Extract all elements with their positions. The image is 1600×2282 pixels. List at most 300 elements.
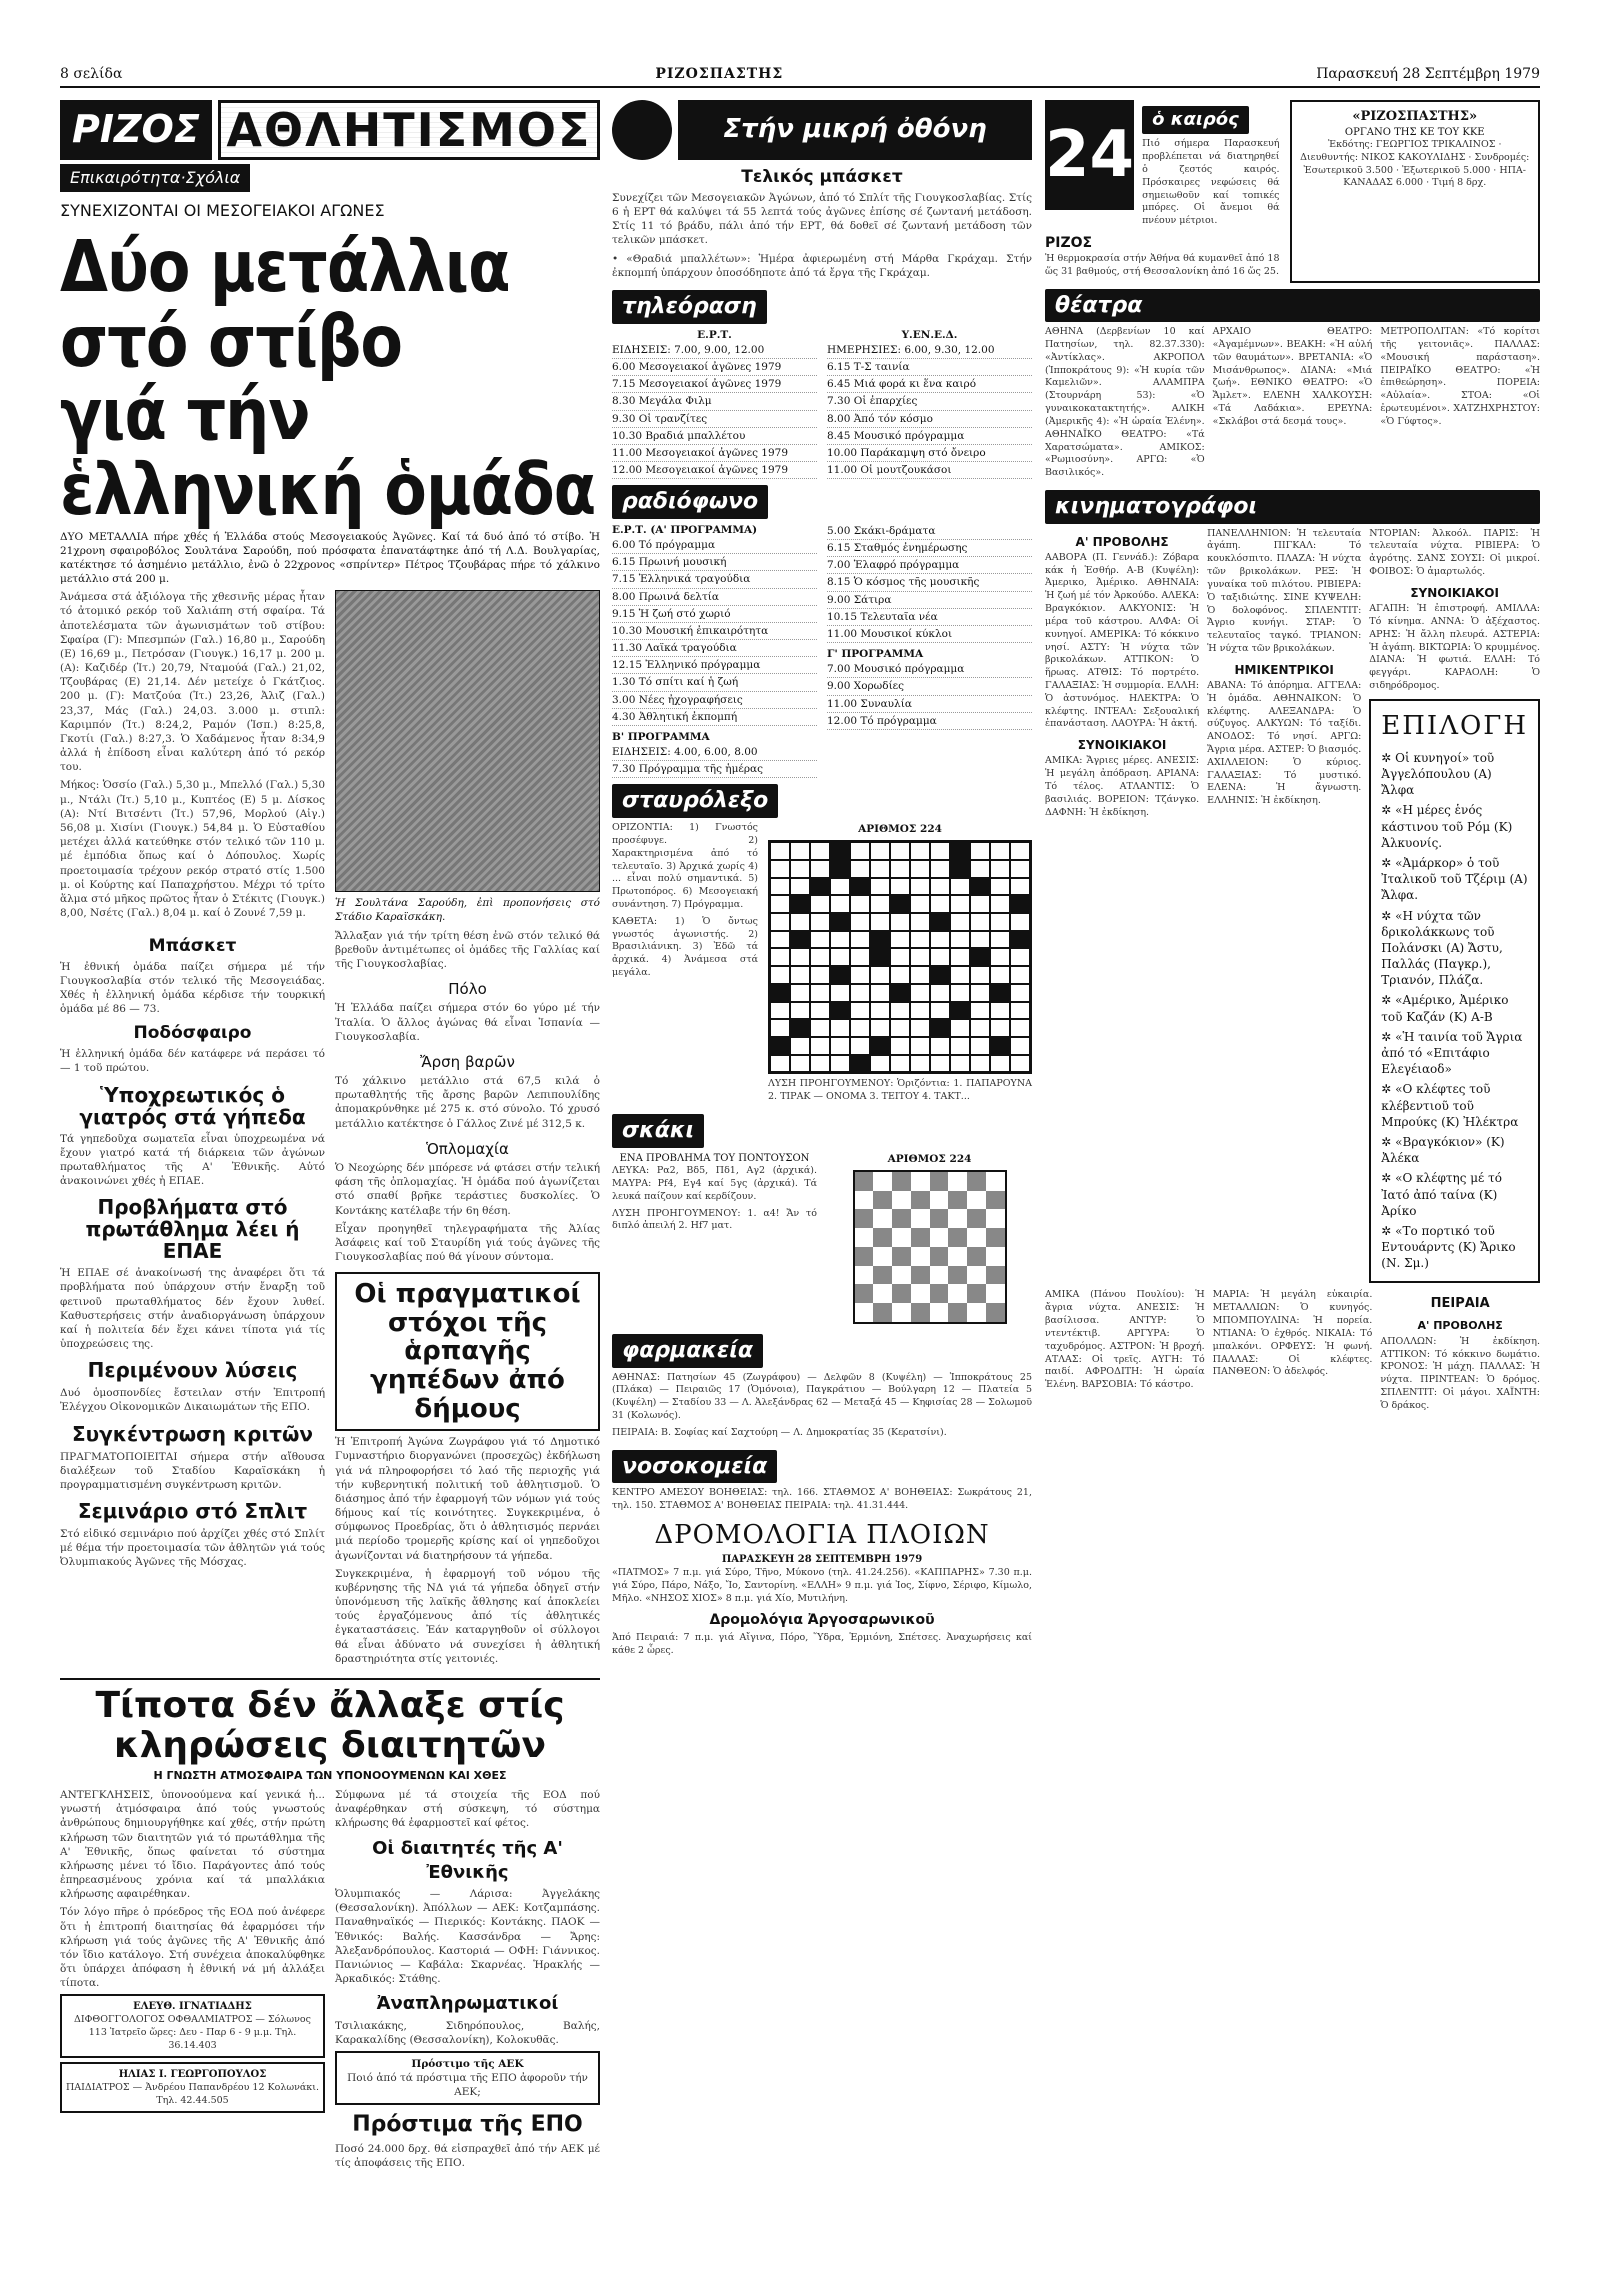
crossword-cell (850, 1002, 870, 1020)
crossword-cell (1010, 878, 1030, 896)
main-headline-line2: γιά τήν ἑλληνική ὁμάδα (60, 372, 596, 532)
schedule-item: 11.00 Μουσικοί κύκλοι (827, 626, 1032, 643)
chess-square (892, 1303, 911, 1322)
tv-masthead (612, 100, 1032, 160)
main-headline-line1: Δύο μετάλλια στό στίβο (60, 224, 510, 384)
crossword-cell (950, 1002, 970, 1020)
schedule-item: ΕΙΔΗΣΕΙΣ: 4.00, 6.00, 8.00 (612, 744, 817, 761)
schedule-item: 8.15 Ὁ κόσμος τῆς μουσικῆς (827, 574, 1032, 591)
schedule-item: ΗΜΕΡΗΣΙΕΣ: 6.00, 9.30, 12.00 (827, 342, 1032, 359)
crossword-cell (970, 1055, 990, 1073)
crossword-cell (930, 842, 950, 860)
chess-square (967, 1247, 986, 1266)
crossword-cell (910, 1055, 930, 1073)
paper-info-box (1290, 100, 1541, 283)
crossword-cell (810, 842, 830, 860)
chess-square (873, 1191, 892, 1210)
chess-square (986, 1172, 1005, 1191)
subsection-label: Επικαιρότητα·Σχόλια (60, 164, 250, 192)
crossword-cell (830, 1002, 850, 1020)
crossword-cell (990, 1037, 1010, 1055)
subhead-fines: Πρόστιμα τῆς ΕΠΟ (352, 2112, 583, 2138)
crossword-cell (770, 878, 790, 896)
crossword-cell (890, 895, 910, 913)
crossword-cell (970, 913, 990, 931)
schedule-item: 7.15 Ἐλληνικά τραγούδια (612, 571, 817, 588)
schedule-item: 6.00 Μεσογειακοί ἀγῶνες 1979 (612, 359, 817, 376)
chess-square (986, 1284, 1005, 1303)
schedule-ert (612, 342, 817, 479)
crossword-cell (990, 1055, 1010, 1073)
crossword-cell (830, 913, 850, 931)
crossword-cell (850, 966, 870, 984)
theatre-list: ΜΕΤΡΟΠΟΛΙΤΑΝ: «Τό κορίτσι τῆς γειτονιᾶς». ΠΑΛΛΑΣ: «Μουσική παράσταση». ΠΕΙΡΑΪΚΟ ΘΕΑΤΡΟ: «Ἡ ἐπιθεώρηση». ΠΟΡΕΙΑ: «Αὐλαία». ΣΤΟΑ: «Οἱ ἐρωτευμένοι». ΧΑΤΖΗΧΡΗΣΤΟΥ: «Ὁ Γύφτος». (1380, 326, 1541, 427)
weather-badge: 24 (1045, 100, 1134, 210)
subhead-basket: Μπάσκετ (148, 935, 237, 956)
chess-square (967, 1228, 986, 1247)
body-text: Ποσό 24.000 δρχ. θά εἰσπραχθεῖ ἀπό τήν ΑΕΚ μέ τίς ἀποφάσεις τῆς ΕΠΟ. (335, 2142, 600, 2169)
chess-square (873, 1284, 892, 1303)
choice-item: ✲ «Ο κλέφτης μέ τό Ἰατό ἀπό ταίνα (Κ) Ἀρίκο (1381, 1170, 1528, 1219)
schedule-item: 12.00 Μεσογειακοί ἀγῶνες 1979 (612, 462, 817, 479)
section-title: ΑΘΛΗΤΙΣΜΟΣ (218, 100, 600, 160)
weather-text: Πιό σήμερα Παρασκευή προβλέπεται νά διατηρηθεί ὁ ζεστός καιρός. Πρόσκαιρες νεφώσεις θά σημειωθοῦν καί τοπικές μπόρες. Οἱ ἄνεμοι θά πνέουν μέτριοι. (1142, 138, 1280, 227)
tv-column (612, 100, 1032, 2262)
crossword-cell (790, 1019, 810, 1037)
crossword-cell (870, 948, 890, 966)
crossword-cell (970, 1002, 990, 1020)
crossword-cell (930, 931, 950, 949)
crossword-cell (950, 948, 970, 966)
crossword-cell (790, 913, 810, 931)
crossword-cell (790, 966, 810, 984)
choice-item: ✲ «Βραγκόκιον» (Κ) Ἀλέκα (1381, 1134, 1528, 1166)
lead-paragraph: ΔΥΟ ΜΕΤΑΛΛΙΑ πήρε χθές ή Ἑλλάδα στούς Μεσογειακούς Ἀγῶνες. Καί τά δυό ἀπό τό στίβο. Ἡ 21χρονη σφαιροβόλος Σουλτάνα Σαρούδη, πού πρόσφατα ἐπανατάφτηκε ἀπό τή Λ.Δ. Βουλγαρίας, κατέκτησε τό ἀσημένιο μετάλλιο, ἐνῶ ὁ 22χρονος «σπρίντερ» Πέτρος Τζουβάρας πήρε τό χάλκινο μετάλλιο στά 200 μ. (60, 530, 600, 586)
chess-square (855, 1284, 874, 1303)
crossword-cell (770, 913, 790, 931)
chess-square (930, 1209, 949, 1228)
crossword-cell (950, 878, 970, 896)
crossword-cell (970, 878, 990, 896)
crossword-cell (990, 913, 1010, 931)
crossword-cell (910, 842, 930, 860)
crossword-cell (1010, 1019, 1030, 1037)
schedule-item: 9.00 Χορωδίες (827, 678, 1032, 695)
schedule-item: 11.00 Οἱ μουτζουκάσοι (827, 462, 1032, 479)
crossword-cell (890, 1055, 910, 1073)
crossword-cell (1010, 913, 1030, 931)
chess-square (892, 1284, 911, 1303)
paper-info-subtitle: ΟΡΓΑΝΟ ΤΗΣ ΚΕ ΤΟΥ ΚΚΕ (1344, 126, 1485, 138)
crossword-cell (970, 895, 990, 913)
crossword-cell (990, 895, 1010, 913)
radio-program-c: Γ' ΠΡΟΓΡΑΜΜΑ (827, 648, 924, 661)
chess-square (986, 1191, 1005, 1210)
chess-square (930, 1247, 949, 1266)
crossword-cell (1010, 1002, 1030, 1020)
channel-yened: Υ.ΕΝ.Ε.Δ. (901, 328, 958, 341)
schedule-item: 4.30 Ἀθλητική ἐκπομπή (612, 709, 817, 726)
crossword-cell (830, 1037, 850, 1055)
choice-list (1381, 750, 1528, 1272)
schedule-item: 11.30 Λαϊκά τραγούδια (612, 640, 817, 657)
argosaronikos-list: Ἀπό Πειραιά: 7 π.μ. γιά Αἴγινα, Πόρο, Ὕδρα, Ἑρμιόνη, Σπέτσες. Ἀναχωρήσεις καί κάθε 2 ὧρες. (612, 1632, 1032, 1657)
cinema-list: ΑΒΑΝΑ: Τό ἀπόρημα. ΑΓΓΕΛΑ: Ἡ ὁμάδα. ΑΘΗΝΑΙΚΟΝ: Ὁ κλέφτης. ΑΛΕΞΑΝΔΡΑ: Ὁ σύζυγος. ΑΛΚΥΩΝ: Τό ταξίδι. ΑΝΟΔΟΣ: Τό νησί. ΑΡΓΩ: Ἄγρια μέρα. ΑΣΤΕΡ: Ὁ βιασμός. ΑΧΙΛΛΕΙΟΝ: Ὁ κύριος. ΓΑΛΑΞΙΑΣ: Τό μυστικό. ΕΛΕΝΑ: Ἡ ἄγνωστη. ΕΛΛΗΝΙΣ: Ἡ ἐκδίκηση. (1207, 679, 1362, 807)
crossword-cell (990, 948, 1010, 966)
crossword-cell (930, 1002, 950, 1020)
headline-targets: Οἱ πραγματικοί στόχοι τῆς ἁρπαγῆς γηπέδων ἀπό δήμους (335, 1272, 600, 1431)
crossword-cell (810, 1055, 830, 1073)
chess-square (986, 1303, 1005, 1322)
schedule-radio-b (612, 744, 817, 778)
crossword-cell (850, 1037, 870, 1055)
body-text: Σύμφωνα μέ τά στοιχεία τῆς ΕΟΔ πού ἀναφέρθηκαν στή σύσκεψη, τό σύστημα κλήρωσης θά ἐφαρμοστεῖ καί φέτος. (335, 1789, 600, 1830)
chess-square (892, 1172, 911, 1191)
cinema-list: ΑΠΟΛΛΩΝ: Ἡ ἐκδίκηση. ΑΤΤΙΚΟΝ: Τό κόκκινο δωμάτιο. ΚΡΟΝΟΣ: Ἡ μάχη. ΠΑΛΛΑΣ: Ἡ νύχτα. ΠΡΙΝΤΕΑΝ: Ὁ δρόμος. ΣΠΛΕΝΤΙΤ: Οἱ μάγοι. ΧΑΪΝΤΗ: Ὁ δράκος. (1380, 1335, 1541, 1411)
chess-square (911, 1266, 930, 1285)
chess-problem-title: ΕΝΑ ΠΡΟΒΛΗΜΑ ΤΟΥ ΠΟΝΤΟΥΣΟΝ (619, 1152, 810, 1164)
schedule-item: 7.00 Μουσικό πρόγραμμα (827, 661, 1032, 678)
crossword-cell (1010, 895, 1030, 913)
cinema-category-first-run: Α' ΠΡΟΒΟΛΗΣ (1075, 534, 1169, 549)
schedule-radio-c (827, 661, 1032, 730)
schedule-item: 8.30 Μεγάλα Φιλμ (612, 393, 817, 410)
chess-square (948, 1284, 967, 1303)
cinema-category-piraeus: ΠΕΙΡΑΙΑ (1430, 1296, 1490, 1312)
crossword-cell (1010, 966, 1030, 984)
crossword-cell (770, 931, 790, 949)
crossword-cell (830, 984, 850, 1002)
chess-square (873, 1228, 892, 1247)
schedule-item: 7.30 Πρόγραμμα τῆς ἡμέρας (612, 761, 817, 778)
crossword-cell (790, 860, 810, 878)
crossword-cell (850, 860, 870, 878)
crossword-cell (830, 895, 850, 913)
chess-square (892, 1247, 911, 1266)
sports-masthead (60, 100, 600, 160)
schedule-item: 3.00 Νέες ἠχογραφήσεις (612, 692, 817, 709)
crossword-cell (990, 860, 1010, 878)
body-text: Εἶχαν προηγηθεῖ τηλεγραφήματα τῆς Ἀλίας Ἀσάφεις καί τοῦ Σταυρίδη γιά τούς ἀγῶνες τῆς Γιουγκοσλαβίας πού θά γίνουν σύντομα. (335, 1222, 600, 1264)
chess-square (892, 1266, 911, 1285)
chess-square (855, 1209, 874, 1228)
crossword-cell (970, 931, 990, 949)
chess-square (911, 1228, 930, 1247)
choice-item: ✲ «Αμέρικο, Ἀμέρικο τοῦ Καζάν (Κ) Α-Β (1381, 992, 1528, 1024)
choice-item: ✲ «Το πορτικό τοῦ Εντουάρντς (Κ) Ἄρικο (Ν. Σμ.) (1381, 1223, 1528, 1272)
crossword-cell (890, 984, 910, 1002)
crossword-cell (890, 1037, 910, 1055)
choice-item: ✲ Οἱ κυνηγοί» τοῦ Ἀγγελόπουλου (Α) Ἄλφα (1381, 750, 1528, 799)
cinema-list: ΑΜΙΚΑ (Πάνου Πουλίου): Ἡ ἄγρια νύχτα. ΑΝΕΣΙΣ: Ἡ βασίλισσα. ΑΝΤΥΡ: Ὁ ντεντέκτιβ. ΑΡΓΥΡΑ: Ὁ ταχυδρόμος. ΑΣΤΡΟΝ: Ἡ βροχή. ΑΤΛΑΣ: Οἱ τρεῖς. ΑΥΓΗ: Τό παιδί. ΑΦΡΟΔΙΤΗ: Ἡ ὡραία Ἑλένη. ΒΑΡΣΟΒΙΑ: Τό κάστρο. (1045, 1289, 1205, 1391)
schedule-item: 6.15 Πρωινή μουσική (612, 554, 817, 571)
crossword-cell (870, 1055, 890, 1073)
schedule-item: 6.00 Τό πρόγραμμα (612, 537, 817, 554)
chess-square (855, 1172, 874, 1191)
schedule-yened (827, 342, 1032, 479)
page-header (60, 60, 1540, 88)
chess-square (873, 1209, 892, 1228)
subhead-doctor: Ὑποχρεωτικός ὁ γιατρός στά γήπεδα (79, 1082, 306, 1129)
body-text: Τόν λόγο πῆρε ὁ πρόεδρος τῆς ΕΟΔ πού ἀνέφερε ὅτι ἡ ἐπιτροπή διαιτησίας θά ἐφαρμόσει τήν κλήρωση γιά τούς ἀγῶνες τῆς Α' Ἐθνικῆς ἀπό τόν ἴδιο κατάλογο. Στή συνέχεια ἀποκαλύφθηκε ὅτι ὑπάρχει ἀπόφαση ἡ ἐθνική νά μή ἀλλάξει τίποτα. (60, 1906, 325, 1990)
crossword-cell (810, 931, 830, 949)
chess-square (911, 1247, 930, 1266)
crossword-cell (870, 895, 890, 913)
schedule-item: 7.15 Μεσογειακοί ἀγῶνες 1979 (612, 376, 817, 393)
chess-square (930, 1228, 949, 1247)
notice-text: ΠΑΙΔΙΑΤΡΟΣ — Ἀνδρέου Παπανδρέου 12 Κολωνάκι. Τηλ. 42.44.505 (66, 2081, 319, 2106)
crossword-cell (970, 1019, 990, 1037)
body-text: Ἄλλαξαν γιά τήν τρίτη θέση ἐνῶ στόν τελικό θά βρεθοῦν ἀντιμέτωπες οἱ ὁμάδες τῆς Γαλλίας καί τῆς Γιουγκοσλαβίας. (335, 929, 600, 970)
schedule-item: 11.00 Συναυλία (827, 696, 1032, 713)
crossword-cell (990, 842, 1010, 860)
fine-title: Πρόστιμο τῆς ΑΕΚ (411, 2057, 524, 2070)
crossword-cell (790, 842, 810, 860)
crossword-cell (790, 895, 810, 913)
crossword-cell (950, 895, 970, 913)
chess-square (855, 1266, 874, 1285)
crossword-cell (970, 1037, 990, 1055)
chess-square (911, 1284, 930, 1303)
crossword-cell (1010, 1037, 1030, 1055)
ships-list: «ΠΑΤΜΟΣ» 7 π.μ. γιά Σύρο, Τῆνο, Μύκονο (τηλ. 41.24.256). «ΚΑΠΠΑΡΗΣ» 7.30 π.μ. γιά Σύρο, Πάρο, Νάξο, Ἴο, Σαντορίνη. «ΕΛΛΗ» 9 π.μ. γιά Ἰος, Σίφνο, Σέριφο, Κίμωλο, Μῆλο. «ΝΗΣΟΣ ΧΙΟΣ» 8 π.μ. γιά Χίο, Μυτιλήνη. (612, 1566, 1032, 1604)
crossword-cell (930, 1037, 950, 1055)
crossword-cell (830, 860, 850, 878)
crossword-cell (910, 860, 930, 878)
crossword-cell (1010, 1055, 1030, 1073)
schedule-radio-a2 (827, 523, 1032, 643)
crossword-cell (790, 984, 810, 1002)
chess-board (853, 1170, 1007, 1324)
crossword-cell (810, 878, 830, 896)
chess-square (930, 1172, 949, 1191)
schedule-item: ΕΙΔΗΣΕΙΣ: 7.00, 9.00, 12.00 (612, 342, 817, 359)
crossword-cell (950, 913, 970, 931)
body-text: Ὀλυμπιακός — Λάρισα: Ἀγγελάκης (Θεσσαλονίκη). Ἀπόλλων — ΑΕΚ: Κοτζαμπάσης. Παναθηναϊκός — Πιερικός: Κοντάκης. ΠΑΟΚ — Ἐθνικός: Βαλής. Κασσάνδρα — Ἄρης: Ἀλεξανδρόπουλος. Καστοριά — ΟΦΗ: Γιάννικος. Πανιώνιος — Καβάλα: Σκαρνέας. Ἡρακλής — Ἀρκαδικός: Στάθης. (335, 1888, 600, 1986)
article-kicker: ΣΥΝΕΧΙΖΟΝΤΑΙ ΟΙ ΜΕΣΟΓΕΙΑΚΟΙ ΑΓΩΝΕΣ (60, 200, 385, 220)
crossword-cell (950, 1037, 970, 1055)
notice-box (60, 1994, 325, 2058)
cinema-list: ΠΑΝΕΛΛΗΝΙΟΝ: Ἡ τελευταία ἀγάπη. ΠΙΓΚΑΛ: Τό κουκλόσπιτο. ΠΛΑΖΑ: Ἡ νύχτα τῶν βρικολάκων. ΡΕΞ: Ἡ γυναίκα τοῦ πιλότου. ΡΙΒΙΕΡΑ: Ὁ ταξιδιώτης. ΣΙΝΕ ΚΥΨΕΛΗ: Ὁ δολοφόνος. ΣΠΛΕΝΤΙΤ: Ἄγριο κυνήγι. ΣΤΑΡ: Ὁ τελευταῖος ταγκό. ΤΡΙΑΝΟΝ: Ἡ νύχτα τῶν βρικολάκων. (1207, 527, 1362, 654)
brand-logo: ΡΙΖΟΣ (60, 100, 212, 160)
chess-square (967, 1172, 986, 1191)
chess-square (948, 1172, 967, 1191)
paper-info-text: Ἐκδότης: ΓΕΩΡΓΙΟΣ ΤΡΙΚΑΛΙΝΟΣ · Διευθυντής: ΝΙΚΟΣ ΚΑΚΟΥΛΙΔΗΣ · Συνδρομές: Ἐσωτερικοῦ 3.500 · Ἐξωτερικοῦ 5.000 · ΗΠΑ-ΚΑΝΑΔΑΣ 6.000 · Τιμή 8 δρχ. (1300, 139, 1530, 189)
schedule-item: 8.45 Μουσικό πρόγραμμα (827, 428, 1032, 445)
schedule-item: 10.00 Παράκαμψη στό ὄνειρο (827, 445, 1032, 462)
channel-ert: Ε.Ρ.Τ. (697, 328, 732, 341)
chess-square (948, 1228, 967, 1247)
crossword-cell (790, 878, 810, 896)
crossword-cell (810, 1019, 830, 1037)
choice-box (1369, 699, 1540, 1284)
choice-item: ✲ «Ο κλέφτες τοῦ κλέβεντιοῦ τοῦ Μπρούκς (Κ) Ἠλέκτρα (1381, 1081, 1528, 1130)
choice-item: ✲ «Ἀμάρκορ» ὁ τοῦ Ἰταλικοῦ τοῦ Τζέριμ (Α) Ἄλφα. (1381, 855, 1528, 904)
radio-program-b: Β' ΠΡΟΓΡΑΜΜΑ (612, 730, 710, 743)
chess-square (855, 1247, 874, 1266)
schedule-radio-a (612, 537, 817, 726)
chess-square (967, 1284, 986, 1303)
notice-name: ΕΛΕΥΘ. ΙΓΝΑΤΙΑΔΗΣ (133, 2001, 252, 2013)
argosaronikos-title: Δρομολόγια Ἀργοσαρωνικοῦ (709, 1612, 935, 1629)
crossword-clues: ΚΑΘΕΤΑ: 1) Ὁ ὄντως γνωστός ἀγωνιστής. 2) Βρασιλιάνικη. 3) Ἐδῶ τά ἀρχικά. 4) Ἀνάμεσα στά μεγάλα. (612, 915, 758, 979)
cinema-list: ΜΑΡΙΑ: Ἡ μεγάλη εὐκαιρία. ΜΕΤΑΛΛΙΩΝ: Ὁ κυνηγός. ΜΠΟΜΠΟΥΛΙΝΑ: Ἡ πορεία. ΝΤΙΑΝΑ: Ὁ ἐχθρός. ΝΙΚΑΙΑ: Τό μπαλκόνι. ΟΡΦΕΥΣ: Ἡ φωνή. ΠΑΛΛΑΣ: Οἱ κλέφτες. ΠΑΝΘΕΟΝ: Ὁ ἀδελφός. (1212, 1289, 1373, 1378)
body-text: ΑΝΤΕΓΚΛΗΣΕΙΣ, ὑπονοούμενα καί γενικά ἡ... γνωστή ἀτμόσφαιρα ἀπό τούς γνωστούς ἀνθρώπους δημιουργήθηκε καί χθές, στήν πρώτη κλήρωση τῶν διαιτητῶν γιά τό πρωτάθλημα τῆς Α' Ἐθνικῆς, ὅπως φαίνεται τό σύστημα κλήρωσης μένει τό ἴδιο. Παράγοντες ἀπό τούς ἐπηρεασμένους χρόνια καί τά μπαλλάκια κλήρωσης αφαιρέθηκαν. (60, 1789, 325, 1901)
ships-date: ΠΑΡΑΣΚΕΥΗ 28 ΣΕΠΤΕΜΒΡΗ 1979 (721, 1554, 923, 1566)
section-radio: ραδιόφωνο (612, 485, 768, 519)
chess-square (855, 1228, 874, 1247)
crossword-cell (830, 966, 850, 984)
crossword-cell (930, 895, 950, 913)
crossword-cell (970, 984, 990, 1002)
chess-square (948, 1209, 967, 1228)
body-text: Τό χάλκινο μετάλλιο στά 67,5 κιλά ὁ πρωταθλητής τῆς ἄρσης βαρῶν Λεπιπουλίδης ἀπομακρύνθηκε μέ 275 κ. στό σύνολο. Τό χρυσό μετάλλιο κατέκτησε ὁ Γάλλος Ζινέ μέ 312,5 κ. (335, 1075, 600, 1130)
crossword-cell (850, 984, 870, 1002)
section-hospitals: νοσοκομεία (612, 1450, 777, 1484)
theatre-list: ΑΘΗΝΑ (Δερβενίων 10 καί Πατησίων, τηλ. 82.37.330): «Ἀντίκλας». ΑΚΡΟΠΟΛ (Ἱπποκράτους 9): «Ἡ κυρία τῶν Καμελιῶν». ΑΛΑΜΠΡΑ (Στουρνάρη 53): «Ὁ γυναικοκατακτητής». ΑΛΙΚΗ (Ἀμερικῆς 4): «Ἡ ὡραία Ἑλένη». ΑΘΗΝΑΪΚΟ ΘΕΑΤΡΟ: «Τά Χαρατσώματα». ΑΜΙΚΟΣ: «Ρωμιοσύνη». ΑΡΓΩ: «Ὁ Βασιλικός». (1045, 326, 1205, 479)
crossword-cell (770, 966, 790, 984)
crossword-cell (850, 1055, 870, 1073)
issue-date: Παρασκευή 28 Σεπτέμβρη 1979 (1316, 66, 1540, 82)
crossword-cell (1010, 948, 1030, 966)
body-text: Ἡ ἐθνική ὁμάδα παίζει σήμερα μέ τήν Γιουγκοσλαβία στόν τελικό τῆς Μεσογειάδας. Χθές ἡ ἑλληνική ὁμάδα κέρδισε τήν τουρκική ὁμάδα μέ 86 — 73. (60, 960, 325, 1016)
chess-square (873, 1247, 892, 1266)
crossword-cell (990, 984, 1010, 1002)
schedule-item: 10.30 Βραδιά μπαλλέτου (612, 428, 817, 445)
schedule-item: 8.00 Πρωινά δελτία (612, 589, 817, 606)
crossword-cell (990, 1002, 1010, 1020)
body-text: Συνεχίζει τῶν Μεσογειακῶν Ἀγώνων, ἀπό τό Σπλίτ τῆς Γιουγκοσλαβίας. Στίς 6 ἡ ΕΡΤ θά καλύψει τά 55 λεπτά τούς ἀγῶνες ἐπίσης σέ ζωντανή μετάδοση. Στίς 11 τό βράδυ, πάλι ἀπό τήν ΕΡΤ, θά δοθεῖ σέ ζωντανή μετάδοση τῶν τελικῶν μπάσκετ. (612, 191, 1032, 247)
paper-info-title: «ΡΙΖΟΣΠΑΣΤΗΣ» (1352, 109, 1478, 124)
body-text: ΠΡΑΓΜΑΤΟΠΟΙΕΙΤΑΙ σήμερα στήν αἴθουσα διαλέξεων τοῦ Σταδίου Καραϊσκάκη ἡ προγραμματισμένη συγκέντρωση κριτῶν. (60, 1450, 325, 1491)
listings-column (1045, 100, 1540, 2262)
chess-square (892, 1228, 911, 1247)
headline-refs: Τίποτα δέν ἄλλαξε στίς κληρώσεις διαιτητῶν (60, 1678, 600, 1765)
crossword-cell (850, 878, 870, 896)
theatre-list: ΑΡΧΑΙΟ ΘΕΑΤΡΟ: «Ἀγαμέμνων». ΒΕΑΚΗ: «Ἡ αὐλή τῶν θαυμάτων». ΒΡΕΤΑΝΙΑ: «Ὁ Μισάνθρωπος». ΔΙΑΝΑ: «Μιά ζωή». ΕΘΝΙΚΟ ΘΕΑΤΡΟ: «Ὁ Ἄμλετ». ΕΛΕΝΗ ΧΑΛΚΟΥΣΗ: «Τά Λαδάκια». ΕΡΕΥΝΑ: «Σκλάβοι στά δεσμά τους». (1212, 326, 1373, 427)
schedule-item: 10.30 Μουσική ἐπικαιρότητα (612, 623, 817, 640)
crossword-cell (950, 984, 970, 1002)
tv-title: Στήν μικρή ὀθόνη (678, 100, 1032, 160)
crossword-cell (1010, 842, 1030, 860)
cinema-list: ΑΑΒΟΡΑ (Π. Γεννάδ.): Ζόβαρα κάκ ἡ Ἑσθήρ. Α-Β (Κυψέλη): Ἀμερικο, Ἀμέρικο. ΑΘΗΝΑΙΑ: Ἡ ζωή μέ τόν Ἀρκούδο. ΑΛΕΚΑ: Βραγκόκιον. ΑΛΚΥΟΝΙΣ: Ἡ μέρα τοῦ κάστρου. ΑΛΦΑ: Οἱ κυνηγοί. ΑΜΕΡΙΚΑ: Τό κόκκινο νησί. ΑΣΤΥ: Ἡ νύχτα τῶν βρικολάκων. ΑΤΤΙΚΟΝ: Ὁ ἥρωας. ΑΤΘΙΣ: Τό πορτρέτο. ΓΑΛΑΞΙΑΣ: Ἡ συμμορία. ΕΛΛΗ: Ὁ ἀστυνόμος. ΗΛΕΚΤΡΑ: Ὁ κλέφτης. ΙΝΤΕΑΛ: Σεξουαλική ἐπανάσταση. ΛΑΟΥΡΑ: Ἡ ἀκτή. (1045, 551, 1200, 730)
crossword-cell (790, 1055, 810, 1073)
body-text: Ἡ Ἐπιτροπή Ἀγώνα Ζωγράφου γιά τό Δημοτικό Γυμναστήριο διοργανώνει (προσεχῶς) ἐκδήλωση γιά νά πληροφορήσει τό λαό τῆς περιοχῆς γιά τήν κυβερνητική πολιτική τοῦ ἀθλητισμοῦ. Ὁ διάσημος ἀπό τήν ἐφαρμογή τῶν νόμων γιά τούς δήμους καί τίς κοινότητες. Συγκεκριμένα, ὁ σύμφωνος Προεδρίας, ὅτι ὁ ἀθλητισμός περνάει μιά περίοδο τρομερῆς κρίσης καί οἱ γηπεδοῦχοι ἀγωνίζονται νά διατηρήσουν τά γήπεδα. (335, 1436, 600, 1562)
crossword-cell (990, 931, 1010, 949)
crossword-cell (930, 913, 950, 931)
body-text: Μήκος: Ὁσσίο (Γαλ.) 5,30 μ., Μπελλό (Γαλ.) 5,30 μ., Ντάλι (Ἰτ.) 5,10 μ., Κυπτέος (Ε) 5 μ. Δίσκος (Α): Ντί Βιτσέντι (Ἰτ.) 57,96, Μορλού (Αἰγ.) 56,08 μ. Χισίνι (Γιουγκ.) 54,84 μ. Ὁ Εὐσταθίου μετέχει ἀλλά κατεύθηκε στόν τελικό τῶν 110 μ. μέ ἐμπόδια ὅπως καί ὁ Δόπουλος. Χωρίς προετοιμασία τρέχουν ρεκόρ στρατό στίς 1.500 μ. οἱ Κούρτης καί Παπαχρήστου. Μέχρι τό τρίτο ἅλμα στό μῆκος πρῶτος ἦταν ὁ Στέκιτς (Γιουγκ.) 8,00, Νσέτς (Γαλ.) 8,04 μ. καί ὁ Ζουνέ 7,59 μ. (60, 779, 325, 920)
crossword-cell (950, 931, 970, 949)
crossword-cell (770, 984, 790, 1002)
crossword-number: ΑΡΙΘΜΟΣ 224 (858, 823, 942, 836)
crossword-cell (770, 842, 790, 860)
crossword-cell (950, 966, 970, 984)
cinema-list: ΑΜΙΚΑ: Ἄγριες μέρες. ΑΝΕΣΙΣ: Ἡ μεγάλη ἀπόδραση. ΑΡΙΑΝΑ: Τό τέλος. ΑΤΛΑΝΤΙΣ: Ὁ βασιλιάς. ΒΟΡΕΙΟΝ: Τζάνγκο. ΔΑΦΝΗ: Ἡ ἐκδίκηση. (1045, 755, 1200, 818)
crossword-cell (950, 860, 970, 878)
pharmacy-list: ΠΕΙΡΑΙΑ: Β. Σοφίας καί Σαχτούρη — Λ. Δημοκρατίας 35 (Κερατσίνι). (612, 1426, 947, 1438)
chess-square (948, 1247, 967, 1266)
crossword-cell (970, 966, 990, 984)
crossword-cell (910, 895, 930, 913)
crossword-cell (830, 1055, 850, 1073)
schedule-item: 9.00 Σάτιρα (827, 592, 1032, 609)
subhead-problems: Προβλήματα στό πρωτάθλημα λέει ή ΕΠΑΕ (85, 1195, 300, 1264)
section-crossword: σταυρόλεξο (612, 784, 778, 818)
crossword-cell (850, 895, 870, 913)
crossword-cell (910, 913, 930, 931)
cinema-list: ΑΓΑΠΗ: Ἡ ἐπιστροφή. ΑΜΙΛΛΑ: Τό κίνημα. ΑΝΝΑ: Ὁ ἀξέχαστος. ΑΡΗΣ: Ἡ ἄλλη πλευρά. ΑΣΤΕΡΙΑ: Ἡ ἀγάπη. ΒΙΚΤΩΡΙΑ: Ὁ κρυμμένος. ΔΙΑΝΑ: Ἡ φωτιά. ΕΛΛΗ: Τό φεγγάρι. ΚΑΡΑΟΛΗ: Ὁ σιδηρόδρομος. (1369, 603, 1541, 691)
fine-box (335, 2051, 600, 2106)
tv-logo-icon (612, 100, 672, 160)
chess-text: ΛΕΥΚΑ: Ρα2, Βδ5, Πδ1, Αγ2 (ἀρχικά). ΜΑΥΡΑ: Ρf4, Εγ4 καί 5γς (ἀρχικά). Τά λευκά παίζουν καί κερδίζουν. (612, 1165, 817, 1202)
choice-item: ✲ «Η νύχτα τῶν δρικολάκκωνς τοῦ Πολάνσκι (Α) Ἄστυ, Παλλάς (Παγκρ.), Τριανόν, Πλάζα. (1381, 908, 1528, 989)
crossword-cell (930, 1055, 950, 1073)
crossword-cell (890, 860, 910, 878)
crossword-cell (890, 931, 910, 949)
crossword-cell (890, 1002, 910, 1020)
chess-square (930, 1303, 949, 1322)
crossword-cell (910, 878, 930, 896)
notice-name: ΗΛΙΑΣ Ι. ΓΕΩΡΓΟΠΟΥΛΟΣ (118, 2069, 267, 2081)
crossword-cell (810, 1002, 830, 1020)
crossword-cell (910, 1019, 930, 1037)
body-text: Ἡ ΕΠΑΕ σέ ἀνακοίνωσή της ἀναφέρει ὅτι τά προβλήματα πού ὑπάρχουν στήν ἔναρξη τοῦ φετινοῦ πρωταθλήματος δέν ἔχουν λυθεί. Καθυστερήσεις στήν ἀναδιοργάνωση ὑπάρχουν καί ἡ πολιτεία δέν ἔχει κάνει τίποτα γιά τίς ὑποχρεώσεις της. (60, 1267, 325, 1351)
crossword-cell (830, 842, 850, 860)
subhead-seminar: Σεμινάριο στό Σπλιτ (77, 1499, 308, 1524)
schedule-item: 6.45 Μιά φορά κι ἕνα καιρό (827, 376, 1032, 393)
weather-text: Ἡ θερμοκρασία στήν Ἀθήνα θά κυμανθεῖ ἀπό 18 ὥς 31 βαθμούς, στή Θεσσαλονίκη ἀπό 16 ὥς 25. (1045, 252, 1280, 277)
crossword-cell (870, 913, 890, 931)
chess-square (967, 1303, 986, 1322)
weather-logo: ΡΙΖΟΣ (1045, 234, 1093, 251)
crossword-cell (790, 948, 810, 966)
crossword-cell (850, 948, 870, 966)
hospital-list: ΚΕΝΤΡΟ ΑΜΕΣΟΥ ΒΟΗΘΕΙΑΣ: τηλ. 166. ΣΤΑΘΜΟΣ Α' ΒΟΗΘΕΙΑΣ: Σωκράτους 21, τηλ. 150. ΣΤΑΘΜΟΣ Α' ΒΟΗΘΕΙΑΣ ΠΕΙΡΑΙΑ: τηλ. 41.31.444. (612, 1487, 1032, 1512)
chess-square (930, 1284, 949, 1303)
body-text: Ἀνάμεσα στά ἀξιόλογα τῆς χθεσινῆς μέρας ἦταν τό ἀτομικό ρεκόρ τοῦ Χαλιάπη στή σφαίρα. Τά ἀποτελέσματα τῶν ἀγωνισμάτων τοῦ στίβου: Σφαίρα (Γ): Μπεσμπών (Γαλ.) 16,80 μ., Σαρούδη (Ε) 16,69 μ., Πετρόσαν (Γιουγκ.) 16,17 μ. 200 μ. (Α): Καζιδέρ (Ἰτ.) 20,79, Νταμούά (Γαλ.) 21,02, Τζουβάρας (Ε) 21,14. Δέν μετείχε ὁ Γκάτζιος. 200 μ. (Γ): Ματζούα (Ἰτ.) 23,26, Ἀλιζ (Γαλ.) 23,37, Μάς (Γαλ.) 24,03. 3.000 μ. στιπλ: Καριμπόν (Ἰτ.) 8:24,2, Ραμόν (Ἰσπ.) 8:25,8, Γκοτίι (Γαλ.) 8:27,3. Ὁ Χαδάμενος ἦταν 8:34,9 ἀλλά ἡ ἐπίδοση εἶναι καλύτερη ἀπό τό ρεκόρ του. (60, 591, 325, 774)
cinema-list: ΝΤΟΡΙΑΝ: Ἀλκοόλ. ΠΑΡΙΣ: Ἡ τελευταία νύχτα. ΡΙΒΙΕΡΑ: Ὁ ἀγρότης. ΣΑΝΣ ΣΟΥΣΙ: Οἱ μικροί. ΦΟΙΒΟΣ: Ὁ ἀμαρτωλός. (1369, 527, 1541, 578)
crossword-cell (770, 1037, 790, 1055)
crossword-cell (830, 948, 850, 966)
crossword-cell (910, 984, 930, 1002)
chess-solution: ΛΥΣΗ ΠΡΟΗΓΟΥΜΕΝΟΥ: 1. α4! Ἄν τό διπλό ἀπειλή 2. Ηf7 ματ. (612, 1207, 817, 1232)
crossword-cell (910, 948, 930, 966)
schedule-item: 6.15 Τ-Σ ταινία (827, 359, 1032, 376)
schedule-item: 7.30 Οἱ ἐπαρχίες (827, 393, 1032, 410)
crossword-cell (810, 913, 830, 931)
subhead-arsi: Ἄρση βαρῶν (420, 1052, 515, 1071)
section-pharmacies: φαρμακεία (612, 1334, 763, 1368)
crossword-cell (930, 860, 950, 878)
crossword-cell (870, 931, 890, 949)
crossword-cell (870, 842, 890, 860)
crossword-cell (930, 948, 950, 966)
crossword-cell (890, 948, 910, 966)
crossword-cell (890, 878, 910, 896)
crossword-grid (768, 840, 1032, 1074)
crossword-cell (870, 966, 890, 984)
crossword-cell (850, 913, 870, 931)
chess-number: ΑΡΙΘΜΟΣ 224 (887, 1152, 972, 1165)
body-text: Ἡ ἑλληνική ὁμάδα δέν κατάφερε νά περάσει τό — 1 τοῦ πρώτου. (60, 1048, 325, 1075)
crossword-cell (1010, 984, 1030, 1002)
crossword-cell (850, 1019, 870, 1037)
crossword-cell (810, 895, 830, 913)
crossword-cell (770, 1055, 790, 1073)
schedule-item: 7.00 Ἐλαφρό πρόγραμμα (827, 557, 1032, 574)
crossword-cell (930, 1019, 950, 1037)
athlete-photo (335, 590, 600, 892)
